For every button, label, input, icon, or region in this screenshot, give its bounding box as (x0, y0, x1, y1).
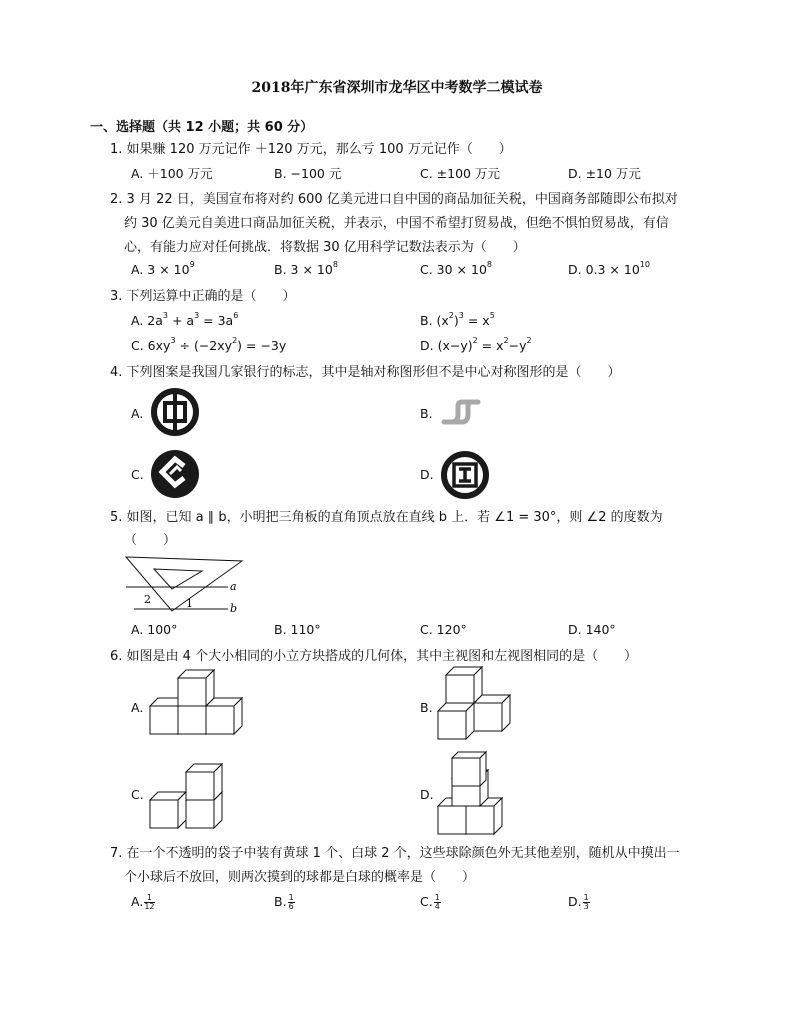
angle-1-label: 1 (186, 597, 193, 610)
cube-figure-a (148, 672, 248, 742)
q4-option-b: B. (420, 406, 433, 421)
unit-cube (186, 764, 222, 800)
q5-option-a: A. 100° (131, 622, 178, 637)
angle-2-label: 2 (144, 593, 151, 606)
unit-cube (438, 703, 474, 739)
q5-option-b: B. 110° (274, 622, 321, 637)
cube-figure-c (148, 758, 228, 830)
icbc-logo-icon (440, 450, 490, 500)
q3-option-d: D. $(x-y)^2 = x^2-y^2$ (420, 336, 532, 353)
q7-option-a: A. $\frac{1}{12}$ (131, 893, 155, 911)
q1-option-b: B. −100 元 (274, 166, 342, 181)
q2-option-b: B. $3 \times 10^8$ (274, 260, 338, 277)
unit-cube (178, 670, 214, 706)
unit-cube (150, 792, 186, 828)
q7-option-c: C. $\frac{1}{4}$ (420, 893, 440, 911)
question-7-stem-line1: 7. 在一个不透明的袋子中装有黄球 1 个、白球 2 个，这些球除颜色外无其他差别，随机从中摸出一 (110, 846, 680, 861)
q1-option-a: A. ＋100 万元 (131, 166, 213, 181)
q6-option-d: D. (420, 787, 434, 802)
q2-option-a: A. $3 \times 10^9$ (131, 260, 195, 277)
question-7-stem-line2: 个小球后不放回，则两次摸到的球都是白球的概率是（ ） (124, 870, 476, 885)
question-1-stem: 1. 如果赚 120 万元记作 ＋120 万元，那么亏 100 万元记作（ ） (110, 142, 512, 157)
q3-option-a: A. $2a^3 + a^3 = 3a^6$ (131, 311, 239, 328)
unit-cube (206, 698, 242, 734)
q5-option-d: D. 140° (568, 622, 616, 637)
question-6-stem: 6. 如图是由 4 个大小相同的小立方块搭成的几何体，其中主视图和左视图相同的是（ ） (110, 649, 638, 664)
cube-figure-b (436, 669, 516, 744)
q2-option-c: C. $30 \times 10^8$ (420, 260, 493, 277)
q1-option-c: C. ±100 万元 (420, 166, 500, 181)
q5-option-c: C. 120° (420, 622, 467, 637)
unit-cube (446, 667, 482, 703)
triangle-ruler-figure (124, 553, 254, 615)
unit-cube (474, 695, 510, 731)
q2-option-d: D. $0.3 \times 10^{10}$ (568, 260, 650, 277)
unit-cube (452, 752, 486, 786)
bank-of-china-logo-icon (150, 387, 200, 437)
q1-option-d: D. ±10 万元 (568, 166, 641, 181)
q4-option-a: A. (131, 406, 144, 421)
question-2-stem-line1: 2. 3 月 22 日，美国宣布将对约 600 亿美元进口自中国的商品加征关税，中国商务部随即公布拟对 (110, 192, 678, 207)
question-3-stem: 3. 下列运算中正确的是（ ） (110, 289, 296, 304)
question-5-stem: 5. 如图，已知 a ∥ b，小明把三角板的直角顶点放在直线 b 上．若 ∠1 = 30°，则 ∠2 的度数为 (110, 510, 663, 525)
question-4-stem: 4. 下列图案是我国几家银行的标志，其中是轴对称图形但不是中心对称图形的是（ ） (110, 365, 621, 380)
q7-option-b: B. $\frac{1}{6}$ (274, 893, 294, 911)
q6-option-a: A. (131, 700, 144, 715)
q7-option-d: D. $\frac{1}{3}$ (568, 893, 589, 911)
question-5-stem-cont: （ ） (124, 533, 177, 548)
q6-option-c: C. (131, 787, 144, 802)
section-heading: 一、选择题（共 12 小题；共 60 分） (90, 120, 314, 135)
question-2-stem-line2: 约 30 亿美元自美进口商品加征关税，并表示，中国不希望打贸易战，但绝不惧怕贸易战，有信 (124, 216, 669, 231)
q3-option-c: C. $6xy^3 \div (-2xy^2) = -3y$ (131, 336, 287, 353)
cube-figure-d (436, 750, 506, 836)
page-title: 2018年广东省深圳市龙华区中考数学二模试卷 (251, 80, 543, 96)
line-b-label: b (230, 602, 238, 615)
q3-option-b: B. $(x^2)^3 = x^5$ (420, 311, 495, 328)
question-2-stem-line3: 心，有能力应对任何挑战．将数据 30 亿用科学记数法表示为（ ） (124, 240, 526, 255)
construction-bank-logo-icon (150, 449, 200, 499)
q4-option-d: D. (420, 467, 434, 482)
bank-s-logo-icon (440, 396, 482, 426)
q4-option-c: C. (131, 467, 144, 482)
q6-option-b: B. (420, 700, 433, 715)
line-a-label: a (230, 580, 237, 593)
